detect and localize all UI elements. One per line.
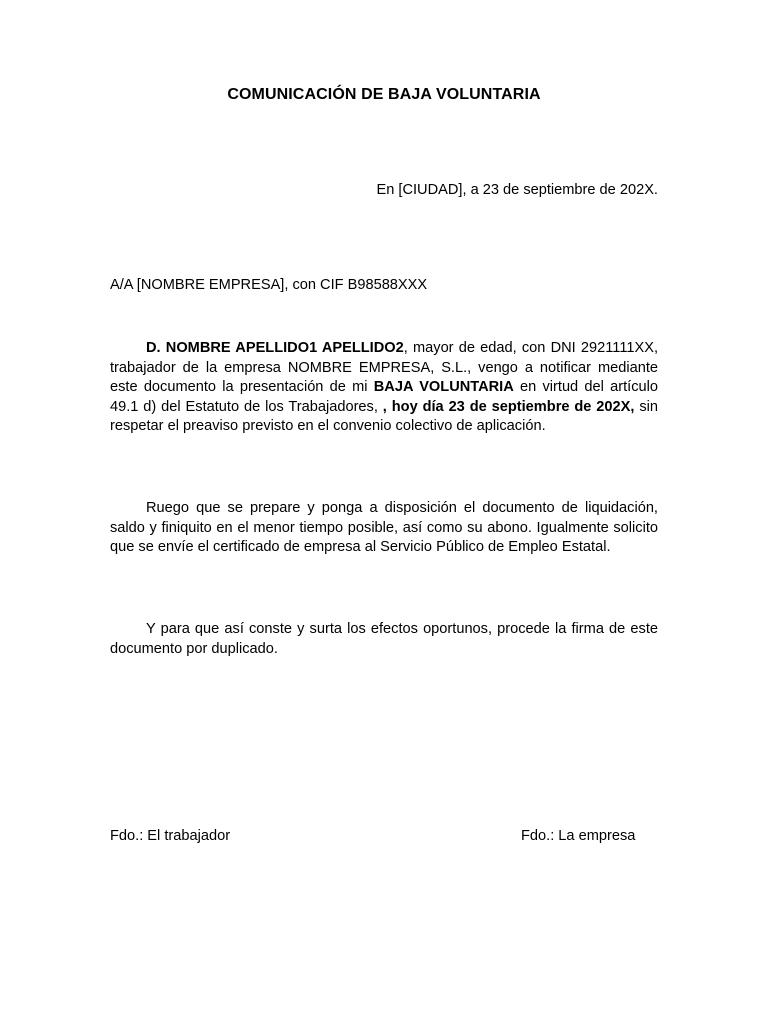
- document-title: COMUNICACIÓN DE BAJA VOLUNTARIA: [227, 86, 541, 103]
- body-paragraph-1: [110, 339, 658, 437]
- baja-voluntaria-highlight: BAJA VOLUNTARIA: [373, 379, 514, 395]
- body-paragraph-2: Ruego que se prepare y ponga a disposición el documento de liquidación, saldo y finiquito en el menor tiempo posible, así como su abono. Igualmente solicito que se envíe el certificado de empresa al Servicio Público de Empleo Estatal.: [110, 500, 658, 555]
- paragraph-1-text-c: sin respetar el preaviso previsto en el convenio colectivo de aplicación.: [110, 398, 659, 434]
- place-date-line: En [CIUDAD], a 23 de septiembre de 202X.: [376, 182, 658, 198]
- effective-date: , hoy día 23 de septiembre de 202X,: [382, 398, 635, 415]
- recipient-line: A/A [NOMBRE EMPRESA], con CIF B98588XXX: [110, 277, 428, 293]
- employee-name: D. NOMBRE APELLIDO1 APELLIDO2: [146, 340, 404, 356]
- paragraph-1-text-b: en virtud del artículo 49.1 d) del Estatuto de los Trabajadores,: [110, 379, 658, 415]
- signature-worker: Fdo.: El trabajador: [110, 828, 231, 844]
- paragraph-1-text-a: , mayor de edad, con DNI 2921111XX, trabajador de la empresa NOMBRE EMPRESA, S.L., vengo a notificar mediante este documento la presentación de mi: [110, 340, 658, 395]
- body-paragraph-3: Y para que así conste y surta los efectos oportunos, procede la firma de este documento por duplicado.: [110, 621, 658, 657]
- signature-company: Fdo.: La empresa: [521, 828, 636, 844]
